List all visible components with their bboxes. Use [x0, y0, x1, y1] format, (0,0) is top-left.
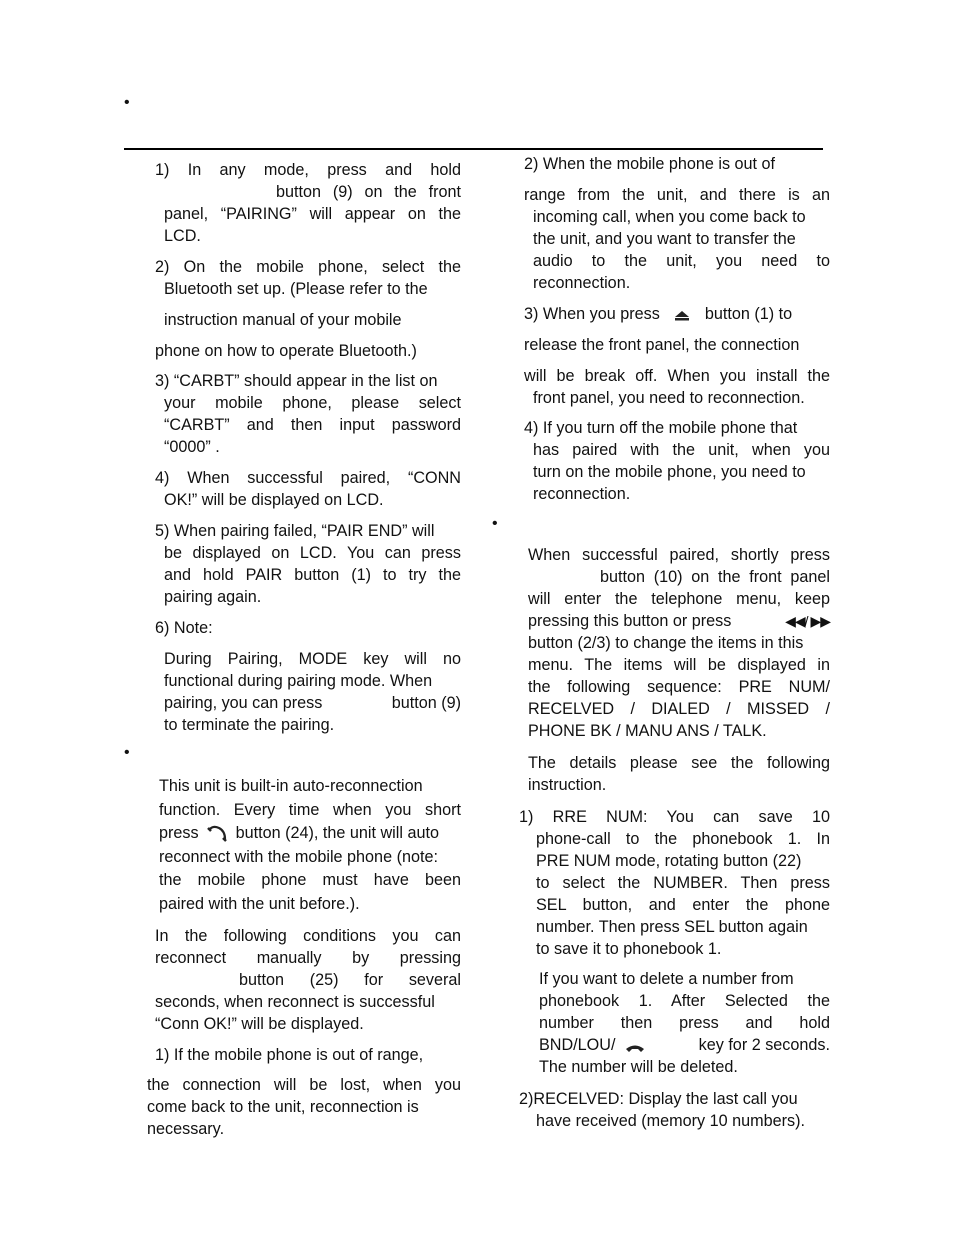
- condition-4: 4) If you turn off the mobile phone that has paired with the unit, when you turn on the mobile phone, you need to reconnection.: [524, 419, 830, 503]
- condition-1-cont: the connection will be lost, when you come back to the unit, reconnection is necessary.: [147, 1076, 461, 1138]
- auto-reconnect-paragraph: This unit is built-in auto-reconnection function. Every time when you short press button (24), the unit will auto reconnect with the mobile phone (note: the mobile phone must have been paired with the unit before.).: [159, 777, 461, 913]
- bullet-3: •: [492, 515, 498, 532]
- bullet-1: •: [124, 94, 130, 111]
- prev-next-icon: ◀◀/ ▶▶: [785, 613, 830, 629]
- pairing-step-2-cont: instruction manual of your mobile: [164, 311, 402, 329]
- telephone-menu-paragraph: When successful paired, shortly press button (10) on the front panel will enter the telephone menu, keep pressing this button or press ◀◀/ ▶▶ button (2/3) to change the items in this menu. The items will be displayed in the following sequence: PRE NUM/ RECELVED / DIALED / MISSED / PHONE BK / MANU ANS / TALK.: [528, 546, 830, 740]
- condition-1: 1) If the mobile phone is out of range,: [155, 1046, 424, 1064]
- pairing-step-2-end: phone on how to operate Bluetooth.): [155, 342, 417, 360]
- received-item: 2)RECELVED: Display the last call you have received (memory 10 numbers).: [519, 1090, 805, 1130]
- eject-icon: [664, 306, 700, 324]
- section-rule: [124, 148, 823, 150]
- bullet-2: •: [124, 744, 130, 761]
- pairing-step-1: 1) In any mode, press and hold button (9) on the front panel, “PAIRING” will appear on the LCD.: [155, 161, 461, 245]
- condition-2: 2) When the mobile phone is out of: [524, 155, 776, 173]
- hang-up-icon: [620, 1038, 650, 1054]
- pairing-step-2: 2) On the mobile phone, select the Bluetooth set up. (Please refer to the: [155, 258, 461, 298]
- pairing-step-4: 4) When successful paired, “CONN OK!” will be displayed on LCD.: [155, 469, 461, 509]
- details-paragraph: The details please see the following instruction.: [528, 754, 830, 794]
- pairing-step-5: 5) When pairing failed, “PAIR END” will be displayed on LCD. You can press and hold PAIR button (1) to try the pairing again.: [155, 522, 461, 606]
- condition-2-cont: range from the unit, and there is an incoming call, when you come back to the unit, and you want to transfer the audio to the unit, you need to reconnection.: [524, 186, 830, 292]
- delete-number-paragraph: If you want to delete a number from phonebook 1. After Selected the number then press and hold BND/LOU/ key for 2 seconds. The number will be deleted.: [539, 970, 830, 1076]
- pairing-step-3: 3) “CARBT” should appear in the list on your mobile phone, please select “CARBT” and then input password “0000” .: [155, 372, 461, 456]
- phone-call-icon: [203, 825, 231, 843]
- condition-3: 3) When you press button (1) to: [524, 305, 793, 323]
- manual-reconnect-paragraph: In the following conditions you can reconnect manually by pressing button (25) for several seconds, when reconnect is successful “Conn OK!” will be displayed.: [155, 927, 461, 1033]
- condition-3-cont: will be break off. When you install the front panel, you need to reconnection.: [524, 367, 830, 407]
- pre-num-item: 1) RRE NUM: You can save 10 phone-call to the phonebook 1. In PRE NUM mode, rotating button (22) to select the NUMBER. Then press SEL button, and enter the phone number. Then press SEL button again to save it to phonebook 1.: [519, 808, 830, 958]
- condition-3-b2: release the front panel, the connection: [524, 336, 800, 354]
- pairing-step-6: 6) Note:: [155, 619, 213, 637]
- pairing-note: During Pairing, MODE key will no functional during pairing mode. When pairing, you can press button (9) to terminate the pairing.: [164, 650, 461, 734]
